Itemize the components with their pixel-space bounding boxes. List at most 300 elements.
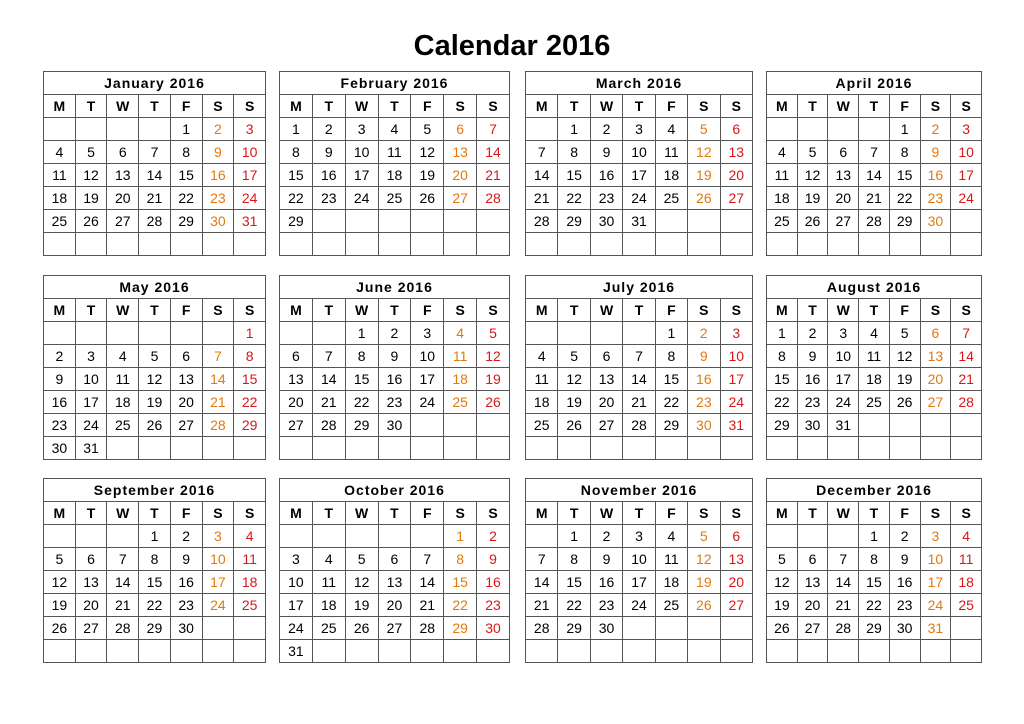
month-table: [43, 275, 266, 460]
week-row: [526, 210, 753, 233]
month-table: [43, 71, 266, 256]
day-cell: 5: [889, 322, 920, 345]
day-cell: 18: [767, 187, 798, 210]
week-row: [767, 233, 982, 256]
day-cell: 13: [378, 571, 411, 594]
day-cell: [558, 322, 590, 345]
week-row: [44, 368, 266, 391]
week-row: [526, 414, 753, 437]
day-cell: 18: [107, 391, 139, 414]
week-row: [526, 141, 753, 164]
day-cell: 4: [107, 345, 139, 368]
weekday-header: M: [44, 299, 76, 322]
day-cell: 25: [234, 594, 266, 617]
day-cell: 10: [234, 141, 266, 164]
day-cell: 23: [170, 594, 202, 617]
week-row: [44, 345, 266, 368]
weekday-header: T: [797, 502, 828, 525]
day-cell: 15: [767, 368, 798, 391]
weekday-header: M: [767, 502, 798, 525]
month-name: September 2016: [44, 479, 266, 502]
weekday-header: S: [920, 95, 951, 118]
day-cell: 26: [767, 617, 798, 640]
day-cell: 5: [688, 525, 720, 548]
day-cell: 17: [75, 391, 107, 414]
day-cell: 5: [75, 141, 107, 164]
day-cell: [202, 640, 234, 663]
day-cell: 11: [859, 345, 890, 368]
week-row: [44, 164, 266, 187]
day-cell: 2: [44, 345, 76, 368]
weekday-header: F: [411, 299, 444, 322]
weekday-header: W: [107, 299, 139, 322]
day-cell: 11: [378, 141, 411, 164]
day-cell: 18: [378, 164, 411, 187]
week-row: [280, 141, 510, 164]
day-cell: 13: [107, 164, 139, 187]
day-cell: 10: [828, 345, 859, 368]
day-cell: 3: [280, 548, 313, 571]
day-cell: 21: [526, 187, 558, 210]
day-cell: [75, 322, 107, 345]
day-cell: [280, 322, 313, 345]
day-cell: 3: [75, 345, 107, 368]
day-cell: [477, 210, 510, 233]
day-cell: 17: [411, 368, 444, 391]
day-cell: 17: [280, 594, 313, 617]
day-cell: 19: [767, 594, 798, 617]
day-cell: 1: [345, 322, 378, 345]
week-row: [44, 391, 266, 414]
week-row: [280, 548, 510, 571]
day-cell: 21: [139, 187, 171, 210]
day-cell: 16: [378, 368, 411, 391]
week-row: [44, 594, 266, 617]
weekday-header: F: [655, 95, 687, 118]
day-cell: 5: [345, 548, 378, 571]
day-cell: 8: [859, 548, 890, 571]
day-cell: [411, 437, 444, 460]
day-cell: 27: [720, 594, 752, 617]
day-cell: [889, 233, 920, 256]
week-row: [280, 617, 510, 640]
day-cell: [859, 437, 890, 460]
day-cell: [378, 233, 411, 256]
day-cell: 4: [767, 141, 798, 164]
day-cell: 5: [688, 118, 720, 141]
week-row: [44, 525, 266, 548]
day-cell: 4: [655, 118, 687, 141]
day-cell: [859, 233, 890, 256]
month-table: [279, 275, 510, 460]
day-cell: [828, 525, 859, 548]
day-cell: 2: [202, 118, 234, 141]
day-cell: 18: [312, 594, 345, 617]
day-cell: [623, 233, 655, 256]
day-cell: 13: [444, 141, 477, 164]
day-cell: 29: [444, 617, 477, 640]
day-cell: 6: [590, 345, 622, 368]
day-cell: 14: [951, 345, 982, 368]
day-cell: 22: [139, 594, 171, 617]
day-cell: 8: [655, 345, 687, 368]
day-cell: [859, 640, 890, 663]
day-cell: 10: [202, 548, 234, 571]
day-cell: 1: [170, 118, 202, 141]
day-cell: [951, 437, 982, 460]
weekday-header: S: [234, 95, 266, 118]
day-cell: 25: [312, 617, 345, 640]
day-cell: 27: [590, 414, 622, 437]
day-cell: 4: [951, 525, 982, 548]
day-cell: [202, 322, 234, 345]
day-cell: 1: [558, 525, 590, 548]
day-cell: 23: [920, 187, 951, 210]
day-cell: [558, 640, 590, 663]
day-cell: [655, 640, 687, 663]
weekday-header: S: [688, 502, 720, 525]
weekday-header: S: [477, 502, 510, 525]
day-cell: 25: [655, 187, 687, 210]
day-cell: [526, 118, 558, 141]
day-cell: 24: [75, 414, 107, 437]
day-cell: 12: [797, 164, 828, 187]
day-cell: 7: [859, 141, 890, 164]
week-row: [767, 210, 982, 233]
week-row: [44, 640, 266, 663]
day-cell: 14: [623, 368, 655, 391]
month-table: [279, 478, 510, 663]
week-row: [767, 437, 982, 460]
day-cell: 23: [378, 391, 411, 414]
week-row: [280, 640, 510, 663]
day-cell: [526, 322, 558, 345]
week-row: [280, 322, 510, 345]
weekday-header: S: [234, 299, 266, 322]
day-cell: [280, 437, 313, 460]
day-cell: [767, 525, 798, 548]
day-cell: [234, 437, 266, 460]
weekday-header: S: [202, 95, 234, 118]
weekday-header: S: [444, 502, 477, 525]
day-cell: 1: [280, 118, 313, 141]
day-cell: [107, 437, 139, 460]
day-cell: [312, 233, 345, 256]
day-cell: 10: [411, 345, 444, 368]
week-row: [280, 368, 510, 391]
day-cell: [526, 525, 558, 548]
week-row: [280, 414, 510, 437]
day-cell: 28: [859, 210, 890, 233]
day-cell: [139, 233, 171, 256]
day-cell: [889, 414, 920, 437]
day-cell: 8: [767, 345, 798, 368]
day-cell: 29: [234, 414, 266, 437]
week-row: [767, 164, 982, 187]
weekday-header: W: [590, 502, 622, 525]
weekday-header: F: [655, 299, 687, 322]
day-cell: 20: [797, 594, 828, 617]
day-cell: 2: [312, 118, 345, 141]
day-cell: 30: [170, 617, 202, 640]
week-row: [767, 640, 982, 663]
day-cell: 10: [951, 141, 982, 164]
week-row: [767, 594, 982, 617]
day-cell: [797, 233, 828, 256]
day-cell: 22: [234, 391, 266, 414]
week-row: [767, 368, 982, 391]
day-cell: [44, 322, 76, 345]
day-cell: 17: [828, 368, 859, 391]
day-cell: 31: [75, 437, 107, 460]
weekday-header: W: [345, 502, 378, 525]
day-cell: 20: [720, 571, 752, 594]
day-cell: 21: [107, 594, 139, 617]
day-cell: 20: [720, 164, 752, 187]
weekday-header: M: [767, 95, 798, 118]
day-cell: 16: [477, 571, 510, 594]
day-cell: 31: [234, 210, 266, 233]
day-cell: [312, 210, 345, 233]
day-cell: [411, 414, 444, 437]
weekday-header: S: [920, 502, 951, 525]
day-cell: 8: [558, 548, 590, 571]
day-cell: [312, 640, 345, 663]
day-cell: 28: [828, 617, 859, 640]
day-cell: [590, 322, 622, 345]
day-cell: 25: [859, 391, 890, 414]
page-title: Calendar 2016: [413, 30, 611, 62]
day-cell: [139, 437, 171, 460]
day-cell: 8: [280, 141, 313, 164]
day-cell: 19: [477, 368, 510, 391]
day-cell: 5: [558, 345, 590, 368]
weekday-header: F: [411, 95, 444, 118]
day-cell: 8: [889, 141, 920, 164]
day-cell: 1: [889, 118, 920, 141]
day-cell: 18: [859, 368, 890, 391]
day-cell: 5: [797, 141, 828, 164]
day-cell: [920, 414, 951, 437]
day-cell: 12: [767, 571, 798, 594]
day-cell: 24: [951, 187, 982, 210]
month-name: February 2016: [280, 72, 510, 95]
day-cell: 25: [767, 210, 798, 233]
day-cell: [590, 640, 622, 663]
day-cell: 28: [526, 617, 558, 640]
day-cell: 24: [623, 187, 655, 210]
day-cell: [234, 640, 266, 663]
week-row: [44, 548, 266, 571]
day-cell: 27: [720, 187, 752, 210]
weekday-header: F: [170, 502, 202, 525]
day-cell: 1: [444, 525, 477, 548]
weekday-header: F: [170, 299, 202, 322]
day-cell: 26: [345, 617, 378, 640]
weekday-header: S: [920, 299, 951, 322]
day-cell: 26: [558, 414, 590, 437]
day-cell: 26: [889, 391, 920, 414]
day-cell: [688, 640, 720, 663]
day-cell: [828, 118, 859, 141]
day-cell: 9: [797, 345, 828, 368]
day-cell: 5: [139, 345, 171, 368]
week-row: [526, 594, 753, 617]
day-cell: [444, 414, 477, 437]
day-cell: 25: [107, 414, 139, 437]
day-cell: 16: [44, 391, 76, 414]
month-name: April 2016: [767, 72, 982, 95]
day-cell: [44, 640, 76, 663]
weekday-header: T: [859, 299, 890, 322]
day-cell: 3: [623, 525, 655, 548]
weekday-header: M: [526, 299, 558, 322]
day-cell: 26: [477, 391, 510, 414]
week-row: [526, 437, 753, 460]
weekday-header: M: [44, 502, 76, 525]
day-cell: 25: [44, 210, 76, 233]
day-cell: 21: [411, 594, 444, 617]
day-cell: 27: [280, 414, 313, 437]
weekday-header: M: [44, 95, 76, 118]
day-cell: 20: [75, 594, 107, 617]
day-cell: 28: [107, 617, 139, 640]
day-cell: 20: [378, 594, 411, 617]
day-cell: 15: [444, 571, 477, 594]
day-cell: [889, 437, 920, 460]
day-cell: [378, 525, 411, 548]
week-row: [767, 617, 982, 640]
weekday-header: T: [75, 95, 107, 118]
day-cell: [623, 437, 655, 460]
week-row: [44, 210, 266, 233]
day-cell: 23: [688, 391, 720, 414]
day-cell: 25: [378, 187, 411, 210]
day-cell: [202, 617, 234, 640]
day-cell: 2: [920, 118, 951, 141]
day-cell: 19: [688, 571, 720, 594]
day-cell: 4: [234, 525, 266, 548]
month-table: [525, 275, 753, 460]
day-cell: [107, 233, 139, 256]
day-cell: 31: [828, 414, 859, 437]
day-cell: 2: [590, 118, 622, 141]
day-cell: 29: [139, 617, 171, 640]
day-cell: 9: [378, 345, 411, 368]
day-cell: 27: [170, 414, 202, 437]
day-cell: 30: [477, 617, 510, 640]
day-cell: 6: [720, 118, 752, 141]
day-cell: 9: [590, 141, 622, 164]
weekday-header: S: [202, 502, 234, 525]
day-cell: 10: [720, 345, 752, 368]
weekday-header: F: [170, 95, 202, 118]
day-cell: [378, 437, 411, 460]
month-table: [766, 275, 982, 460]
day-cell: 24: [720, 391, 752, 414]
day-cell: 3: [828, 322, 859, 345]
day-cell: 15: [234, 368, 266, 391]
day-cell: 9: [920, 141, 951, 164]
day-cell: 7: [951, 322, 982, 345]
day-cell: [202, 233, 234, 256]
week-row: [526, 345, 753, 368]
day-cell: 9: [590, 548, 622, 571]
day-cell: 10: [345, 141, 378, 164]
day-cell: [767, 118, 798, 141]
day-cell: 16: [797, 368, 828, 391]
day-cell: 30: [590, 210, 622, 233]
day-cell: 26: [44, 617, 76, 640]
day-cell: 6: [280, 345, 313, 368]
weekday-header: T: [312, 502, 345, 525]
day-cell: 9: [688, 345, 720, 368]
day-cell: 12: [688, 548, 720, 571]
day-cell: 31: [920, 617, 951, 640]
day-cell: 15: [859, 571, 890, 594]
day-cell: 11: [655, 141, 687, 164]
week-row: [767, 391, 982, 414]
weekday-header: W: [345, 299, 378, 322]
day-cell: 21: [477, 164, 510, 187]
week-row: [44, 118, 266, 141]
day-cell: 17: [623, 164, 655, 187]
day-cell: 28: [139, 210, 171, 233]
day-cell: [828, 640, 859, 663]
day-cell: 12: [558, 368, 590, 391]
day-cell: 4: [859, 322, 890, 345]
weekday-header: W: [828, 95, 859, 118]
weekday-header: W: [590, 299, 622, 322]
day-cell: 23: [797, 391, 828, 414]
week-row: [526, 233, 753, 256]
day-cell: [477, 233, 510, 256]
day-cell: [920, 233, 951, 256]
weekday-header: S: [688, 95, 720, 118]
day-cell: 8: [444, 548, 477, 571]
day-cell: 1: [859, 525, 890, 548]
weekday-header: T: [558, 299, 590, 322]
day-cell: 21: [202, 391, 234, 414]
day-cell: [920, 640, 951, 663]
day-cell: [170, 233, 202, 256]
day-cell: 20: [170, 391, 202, 414]
day-cell: 4: [44, 141, 76, 164]
day-cell: 17: [920, 571, 951, 594]
day-cell: 20: [280, 391, 313, 414]
day-cell: [688, 437, 720, 460]
day-cell: 2: [170, 525, 202, 548]
day-cell: 16: [688, 368, 720, 391]
day-cell: [951, 210, 982, 233]
day-cell: [107, 640, 139, 663]
day-cell: 29: [655, 414, 687, 437]
day-cell: [859, 118, 890, 141]
day-cell: 2: [889, 525, 920, 548]
day-cell: 8: [558, 141, 590, 164]
day-cell: 4: [526, 345, 558, 368]
day-cell: [444, 210, 477, 233]
month-name: July 2016: [526, 276, 753, 299]
day-cell: 18: [444, 368, 477, 391]
month-name: January 2016: [44, 72, 266, 95]
month-name: November 2016: [526, 479, 753, 502]
day-cell: [75, 233, 107, 256]
weekday-header: F: [889, 95, 920, 118]
day-cell: [345, 437, 378, 460]
day-cell: 27: [797, 617, 828, 640]
day-cell: [139, 322, 171, 345]
